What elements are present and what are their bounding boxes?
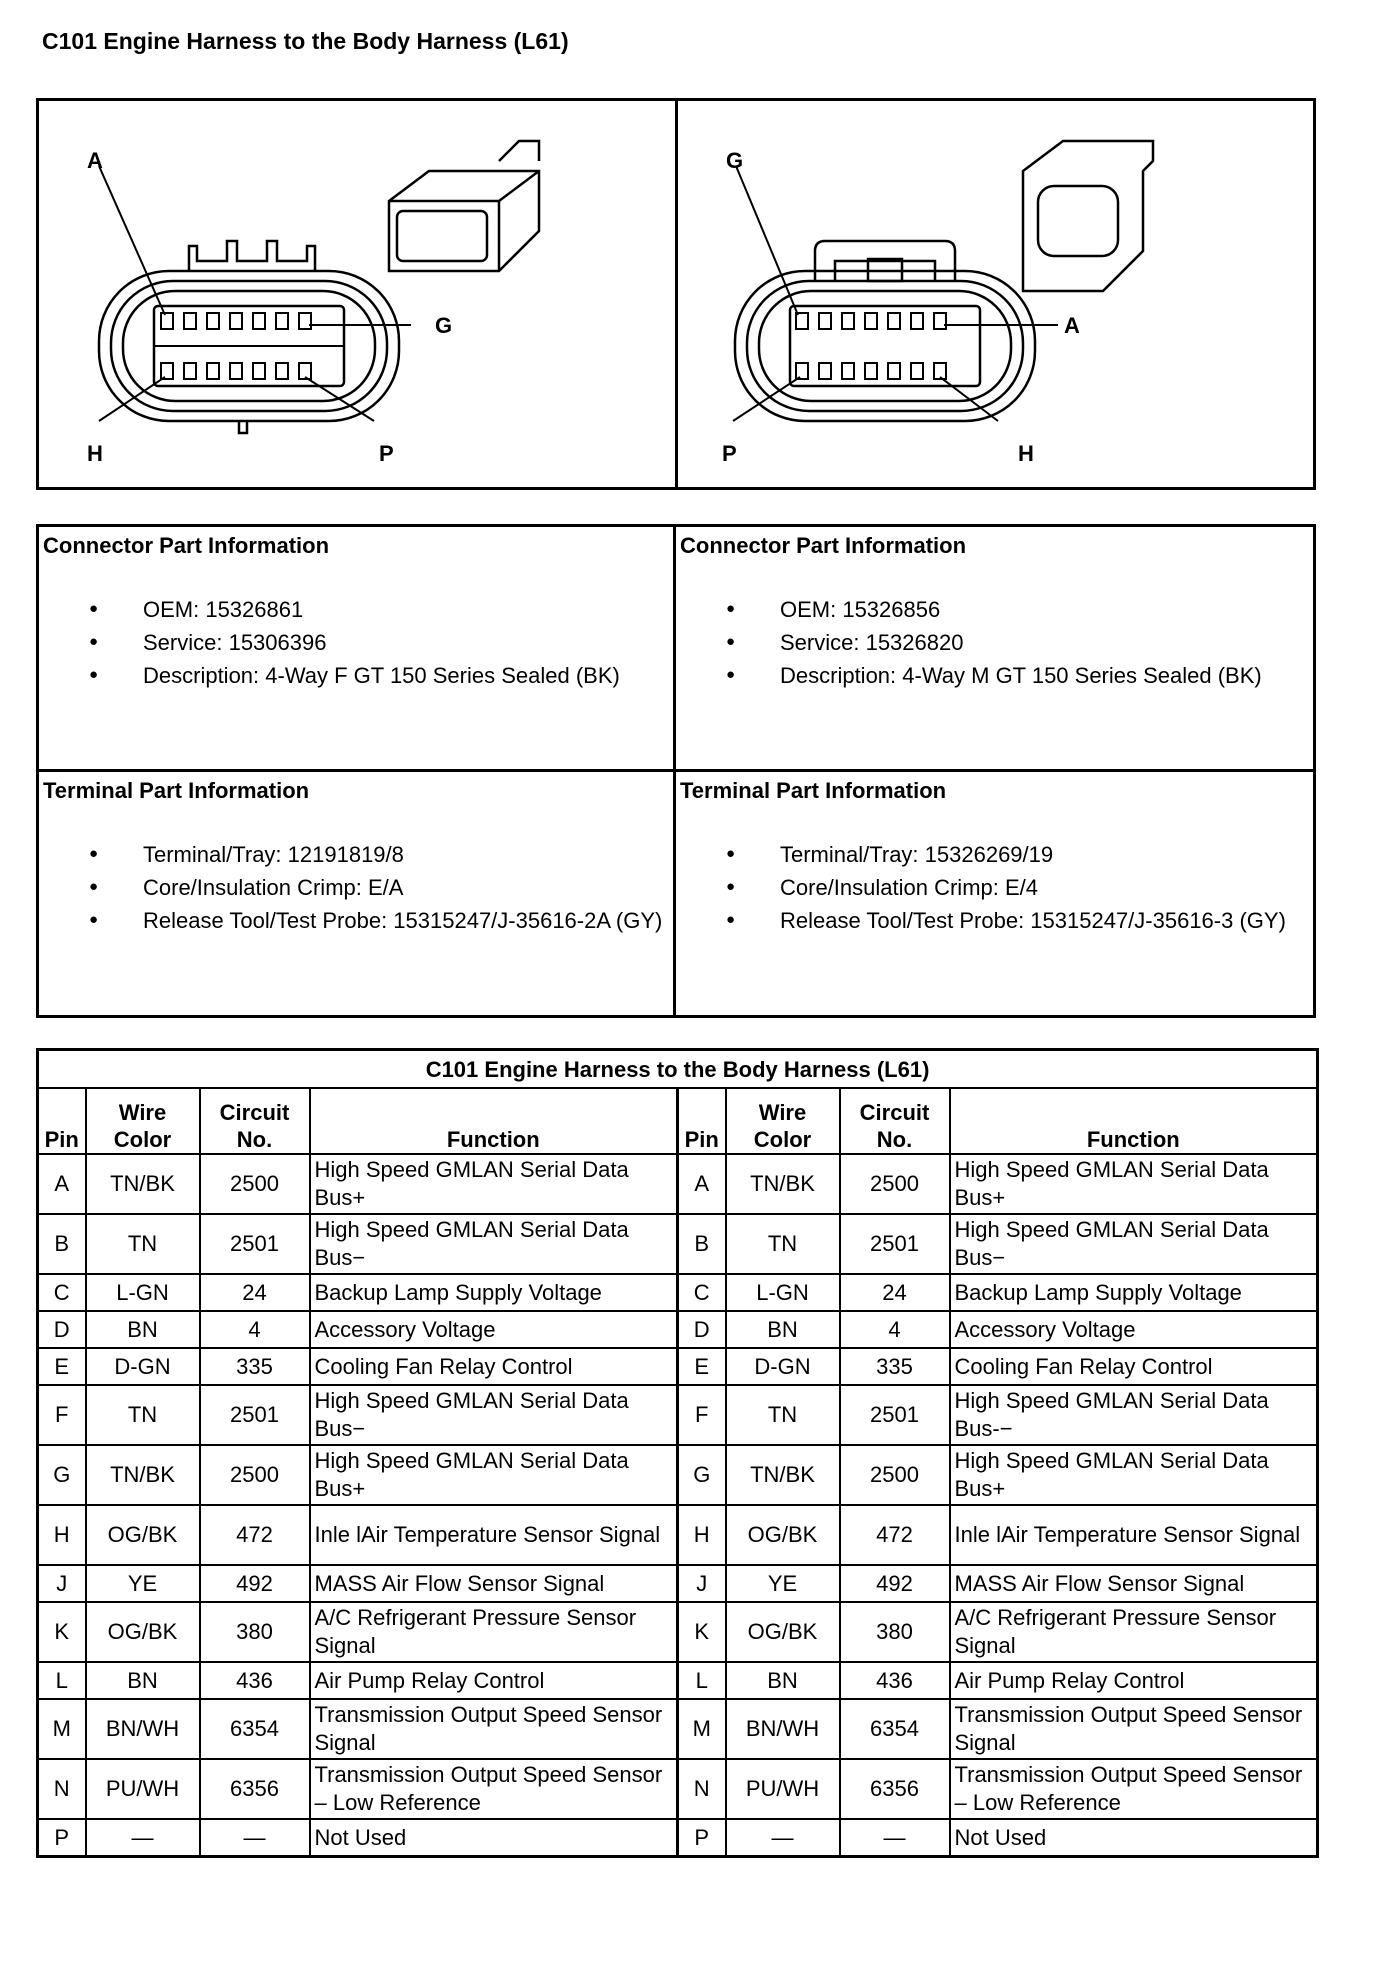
wire-color-cell: TN — [86, 1385, 200, 1445]
wire-color-cell: D-GN — [86, 1348, 200, 1385]
pin-cell: L — [38, 1662, 86, 1699]
table-row — [38, 1154, 1318, 1214]
label-a: A — [87, 148, 103, 173]
function-cell: Cooling Fan Relay Control — [950, 1348, 1318, 1385]
connector-face-male-drawing — [678, 101, 1314, 487]
function-cell: MASS Air Flow Sensor Signal — [950, 1565, 1318, 1602]
table-row — [38, 1385, 1318, 1445]
wire-color-cell: TN/BK — [86, 1154, 200, 1214]
pin-cell: F — [38, 1385, 86, 1445]
wire-color-cell: BN/WH — [726, 1699, 840, 1759]
connector-info-list — [680, 595, 1309, 690]
header-pin: Pin — [678, 1088, 726, 1154]
wire-color-cell: YE — [726, 1565, 840, 1602]
pin-table — [36, 1048, 1319, 1858]
pin-table-caption: C101 Engine Harness to the Body Harness (L61) — [38, 1050, 1318, 1089]
header-function: Function — [950, 1088, 1318, 1154]
function-cell: High Speed GMLAN Serial Data Bus+ — [950, 1445, 1318, 1505]
function-cell: Cooling Fan Relay Control — [310, 1348, 678, 1385]
pin-cell: N — [678, 1759, 726, 1819]
circuit-cell: 492 — [840, 1565, 950, 1602]
circuit-cell: 472 — [200, 1505, 310, 1565]
circuit-cell: 335 — [200, 1348, 310, 1385]
table-row — [38, 1348, 1318, 1385]
pin-cell: J — [678, 1565, 726, 1602]
wire-color-cell: PU/WH — [86, 1759, 200, 1819]
circuit-cell: 2501 — [200, 1385, 310, 1445]
list-item: ● Release Tool/Test Probe: 15315247/J-35616-3 (GY) — [780, 906, 1309, 935]
circuit-cell: 335 — [840, 1348, 950, 1385]
function-cell: MASS Air Flow Sensor Signal — [310, 1565, 678, 1602]
header-pin: Pin — [38, 1088, 86, 1154]
circuit-cell: 436 — [840, 1662, 950, 1699]
circuit-cell: 2500 — [200, 1154, 310, 1214]
terminal-info-list — [43, 840, 669, 935]
circuit-cell: 24 — [200, 1274, 310, 1311]
terminal-info-heading: Terminal Part Information — [680, 778, 947, 803]
page-title: C101 Engine Harness to the Body Harness (L61) — [42, 28, 569, 54]
list-item: ● Release Tool/Test Probe: 15315247/J-35616-2A (GY) — [143, 906, 669, 935]
pin-cell: B — [678, 1214, 726, 1274]
header-circuit-no: Circuit No. — [840, 1088, 950, 1154]
circuit-cell: 2500 — [840, 1154, 950, 1214]
wire-color-cell: YE — [86, 1565, 200, 1602]
circuit-cell: 2501 — [840, 1214, 950, 1274]
function-cell: A/C Refrigerant Pressure Sensor Signal — [950, 1602, 1318, 1662]
function-cell: High Speed GMLAN Serial Data Bus− — [950, 1214, 1318, 1274]
wire-color-cell: OG/BK — [726, 1505, 840, 1565]
wire-color-cell: TN — [86, 1214, 200, 1274]
function-cell: High Speed GMLAN Serial Data Bus− — [310, 1214, 678, 1274]
circuit-cell: 2501 — [200, 1214, 310, 1274]
circuit-cell: — — [840, 1819, 950, 1857]
table-row — [38, 1274, 1318, 1311]
pin-cell: P — [678, 1819, 726, 1857]
function-cell: High Speed GMLAN Serial Data Bus+ — [950, 1154, 1318, 1214]
pin-cell: C — [678, 1274, 726, 1311]
pin-cell: L — [678, 1662, 726, 1699]
connector-info-list — [43, 595, 669, 690]
list-item: ● Core/Insulation Crimp: E/A — [143, 873, 669, 902]
pin-cell: B — [38, 1214, 86, 1274]
pin-cell: F — [678, 1385, 726, 1445]
function-cell: A/C Refrigerant Pressure Sensor Signal — [310, 1602, 678, 1662]
wire-color-cell: TN/BK — [726, 1445, 840, 1505]
table-row — [38, 1602, 1318, 1662]
wire-color-cell: — — [86, 1819, 200, 1857]
pin-cell: J — [38, 1565, 86, 1602]
function-cell: Transmission Output Speed Sensor Signal — [950, 1699, 1318, 1759]
circuit-cell: — — [200, 1819, 310, 1857]
function-cell: Air Pump Relay Control — [310, 1662, 678, 1699]
header-circuit-no: Circuit No. — [200, 1088, 310, 1154]
table-row — [38, 1311, 1318, 1348]
wire-color-cell: TN — [726, 1385, 840, 1445]
pin-cell: G — [38, 1445, 86, 1505]
function-cell: High Speed GMLAN Serial Data Bus+ — [310, 1154, 678, 1214]
wire-color-cell: TN — [726, 1214, 840, 1274]
pin-cell: H — [678, 1505, 726, 1565]
pin-cell: D — [38, 1311, 86, 1348]
wire-color-cell: PU/WH — [726, 1759, 840, 1819]
pin-cell: K — [38, 1602, 86, 1662]
list-item: ● Terminal/Tray: 15326269/19 — [780, 840, 1309, 869]
list-item: ● OEM: 15326856 — [780, 595, 1309, 624]
connector-info-right — [676, 527, 1313, 772]
header-wire-color: Wire Color — [86, 1088, 200, 1154]
terminal-info-left — [39, 772, 676, 1015]
table-row — [38, 1565, 1318, 1602]
pin-cell: N — [38, 1759, 86, 1819]
circuit-cell: 380 — [200, 1602, 310, 1662]
wire-color-cell: BN — [726, 1662, 840, 1699]
pin-cell: E — [678, 1348, 726, 1385]
circuit-cell: 2500 — [200, 1445, 310, 1505]
circuit-cell: 2500 — [840, 1445, 950, 1505]
circuit-cell: 436 — [200, 1662, 310, 1699]
pin-cell: K — [678, 1602, 726, 1662]
header-wire-color: Wire Color — [726, 1088, 840, 1154]
function-cell: Air Pump Relay Control — [950, 1662, 1318, 1699]
list-item: ● Service: 15326820 — [780, 628, 1309, 657]
part-information-grid — [36, 524, 1316, 1018]
terminal-info-right — [676, 772, 1313, 1015]
table-row — [38, 1214, 1318, 1274]
connector-face-female-drawing — [39, 101, 675, 487]
function-cell: Backup Lamp Supply Voltage — [310, 1274, 678, 1311]
function-cell: High Speed GMLAN Serial Data Bus− — [310, 1385, 678, 1445]
label-h: H — [1017, 441, 1034, 466]
circuit-cell: 492 — [200, 1565, 310, 1602]
wire-color-cell: TN/BK — [86, 1445, 200, 1505]
pin-cell: H — [38, 1505, 86, 1565]
wire-color-cell: BN/WH — [86, 1699, 200, 1759]
pin-cell: M — [38, 1699, 86, 1759]
table-row — [38, 1699, 1318, 1759]
circuit-cell: 4 — [200, 1311, 310, 1348]
wire-color-cell: BN — [86, 1311, 200, 1348]
wire-color-cell: L-GN — [86, 1274, 200, 1311]
function-cell: High Speed GMLAN Serial Data Bus+ — [310, 1445, 678, 1505]
label-g: G — [435, 313, 453, 338]
function-cell: Inle lAir Temperature Sensor Signal — [310, 1505, 678, 1565]
connector-info-left — [39, 527, 676, 772]
circuit-cell: 4 — [840, 1311, 950, 1348]
pin-cell: D — [678, 1311, 726, 1348]
list-item: ● Description: 4-Way F GT 150 Series Sealed (BK) — [143, 661, 669, 690]
function-cell: High Speed GMLAN Serial Data Bus-− — [950, 1385, 1318, 1445]
function-cell: Accessory Voltage — [950, 1311, 1318, 1348]
terminal-info-list — [680, 840, 1309, 935]
wire-color-cell: BN — [86, 1662, 200, 1699]
circuit-cell: 2501 — [840, 1385, 950, 1445]
function-cell: Not Used — [950, 1819, 1318, 1857]
table-row — [38, 1505, 1318, 1565]
pin-table-body — [38, 1154, 1318, 1857]
circuit-cell: 6356 — [200, 1759, 310, 1819]
terminal-info-heading: Terminal Part Information — [43, 778, 310, 803]
wire-color-cell: OG/BK — [86, 1602, 200, 1662]
pin-cell: P — [38, 1819, 86, 1857]
wire-color-cell: OG/BK — [86, 1505, 200, 1565]
wire-color-cell: L-GN — [726, 1274, 840, 1311]
pin-cell: A — [38, 1154, 86, 1214]
circuit-cell: 6354 — [840, 1699, 950, 1759]
table-row — [38, 1759, 1318, 1819]
wire-color-cell: D-GN — [726, 1348, 840, 1385]
header-function: Function — [310, 1088, 678, 1154]
table-row — [38, 1445, 1318, 1505]
pin-cell: M — [678, 1699, 726, 1759]
function-cell: Backup Lamp Supply Voltage — [950, 1274, 1318, 1311]
function-cell: Transmission Output Speed Sensor – Low Reference — [950, 1759, 1318, 1819]
label-a: A — [1063, 313, 1080, 338]
table-row — [38, 1819, 1318, 1857]
connector-info-heading: Connector Part Information — [680, 533, 967, 558]
list-item: ● Service: 15306396 — [143, 628, 669, 657]
connector-diagram-panel — [36, 98, 1316, 490]
circuit-cell: 380 — [840, 1602, 950, 1662]
pin-cell: E — [38, 1348, 86, 1385]
wire-color-cell: OG/BK — [726, 1602, 840, 1662]
pin-cell: A — [678, 1154, 726, 1214]
connector-diagram-female — [39, 101, 675, 487]
function-cell: Accessory Voltage — [310, 1311, 678, 1348]
list-item: ● Core/Insulation Crimp: E/4 — [780, 873, 1309, 902]
connector-diagram-male — [675, 101, 1314, 487]
pin-cell: C — [38, 1274, 86, 1311]
connector-info-heading: Connector Part Information — [43, 533, 330, 558]
pin-cell: G — [678, 1445, 726, 1505]
list-item: ● OEM: 15326861 — [143, 595, 669, 624]
circuit-cell: 24 — [840, 1274, 950, 1311]
list-item: ● Terminal/Tray: 12191819/8 — [143, 840, 669, 869]
function-cell: Transmission Output Speed Sensor Signal — [310, 1699, 678, 1759]
circuit-cell: 6356 — [840, 1759, 950, 1819]
label-p: P — [721, 441, 737, 466]
label-h: H — [87, 441, 103, 466]
circuit-cell: 6354 — [200, 1699, 310, 1759]
wire-color-cell: TN/BK — [726, 1154, 840, 1214]
wire-color-cell: BN — [726, 1311, 840, 1348]
label-p: P — [379, 441, 394, 466]
function-cell: Inle lAir Temperature Sensor Signal — [950, 1505, 1318, 1565]
function-cell: Transmission Output Speed Sensor – Low Reference — [310, 1759, 678, 1819]
circuit-cell: 472 — [840, 1505, 950, 1565]
list-item: ● Description: 4-Way M GT 150 Series Sealed (BK) — [780, 661, 1309, 690]
table-row — [38, 1662, 1318, 1699]
label-g: G — [725, 148, 743, 173]
function-cell: Not Used — [310, 1819, 678, 1857]
wire-color-cell: — — [726, 1819, 840, 1857]
